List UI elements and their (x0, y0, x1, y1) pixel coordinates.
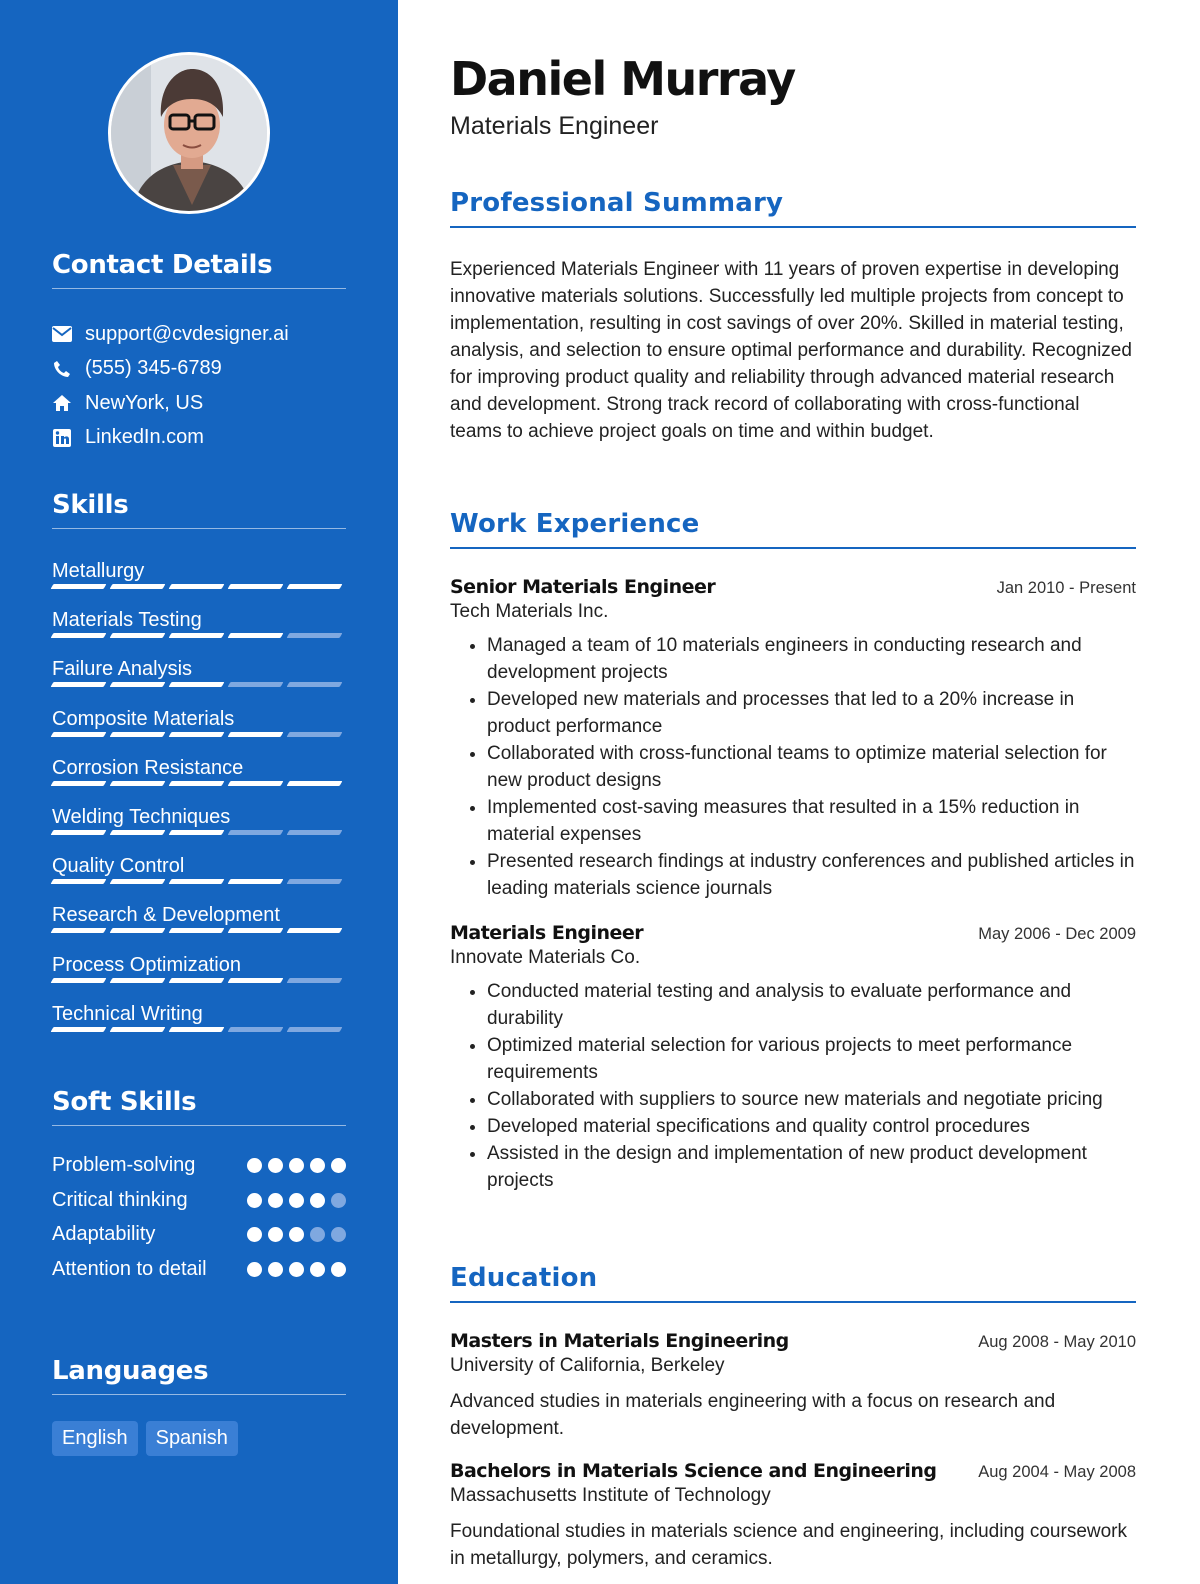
skill-level-segment (169, 879, 225, 884)
skill-level-segment (228, 830, 284, 835)
skill-level-segment (287, 928, 343, 933)
skill-level-segment (169, 633, 225, 638)
skill-level-segment (110, 928, 166, 933)
skill-level-segment (169, 584, 225, 589)
rating-dot (331, 1262, 346, 1277)
skill-level-segment (110, 732, 166, 737)
skills-heading: Skills (52, 490, 346, 529)
education-entry (450, 1330, 1136, 1442)
rating-dot (268, 1193, 283, 1208)
skill-name: Composite Materials (52, 707, 235, 730)
contact-linkedin-text: LinkedIn.com (85, 426, 204, 449)
soft-skill-item (52, 1256, 346, 1291)
contact-section (52, 250, 346, 455)
soft-skill-rating (247, 1256, 346, 1277)
skill-level-bar (52, 781, 346, 786)
job-date: Jan 2010 - Present (996, 579, 1136, 597)
skill-level-bar (52, 633, 346, 638)
skill-level-bar (52, 584, 346, 589)
skill-item (52, 805, 346, 854)
skills-section (52, 490, 346, 1051)
skill-level-segment (110, 830, 166, 835)
skill-level-segment (287, 732, 343, 737)
soft-skill-rating (247, 1221, 346, 1242)
education-entry (450, 1460, 1136, 1572)
language-pill: Spanish (146, 1421, 238, 1456)
sidebar (0, 0, 398, 1584)
skill-level-segment (51, 732, 107, 737)
skill-level-segment (110, 781, 166, 786)
skill-level-segment (169, 732, 225, 737)
skill-item (52, 953, 346, 1002)
degree-description: Foundational studies in materials science and engineering, including coursework in metallurgy, polymers, and ceramics. (450, 1521, 1128, 1569)
contact-heading: Contact Details (52, 250, 346, 289)
degree-description: Advanced studies in materials engineering with a focus on research and development. (450, 1391, 1056, 1439)
languages-heading: Languages (52, 1356, 346, 1395)
skill-level-bar (52, 682, 346, 687)
summary-text: Experienced Materials Engineer with 11 years of proven expertise in developing innovative materials solutions. Successfully led multiple projects from concept to implementation, resulting in cost savings of over 20%. Skilled in material testing, analysis, and selection to ensure optimal performance and durability. Recognized for improving product quality and reliability through advanced material research and development. Strong track record of collaborating with cross-functional teams to achieve project goals on time and within budget. (450, 259, 1132, 442)
rating-dot (289, 1158, 304, 1173)
skill-level-segment (169, 682, 225, 687)
skill-level-segment (287, 879, 343, 884)
skill-level-segment (51, 830, 107, 835)
envelope-icon (52, 324, 72, 344)
skill-level-segment (228, 879, 284, 884)
skill-level-segment (228, 584, 284, 589)
skill-name: Materials Testing (52, 609, 202, 632)
language-list (52, 1421, 346, 1456)
job-bullet: • Managed a team of 10 materials engineers in conducting research and development projects (487, 632, 1136, 686)
job-title: Materials Engineer (450, 922, 644, 944)
candidate-name: Daniel Murray (450, 52, 795, 106)
phone-icon (52, 359, 72, 379)
contact-phone-text: (555) 345-6789 (85, 357, 222, 380)
skill-name: Quality Control (52, 855, 185, 878)
skill-level-segment (169, 978, 225, 983)
soft-skills-section (52, 1087, 346, 1290)
home-icon (52, 393, 72, 413)
rating-dot (289, 1262, 304, 1277)
job-company: Tech Materials Inc. (450, 601, 609, 622)
job-bullets (450, 978, 1136, 1194)
skill-level-segment (51, 1027, 107, 1032)
rating-dot (247, 1193, 262, 1208)
skill-level-bar (52, 1027, 346, 1032)
contact-location (52, 386, 346, 421)
rating-dot (289, 1227, 304, 1242)
skill-level-segment (51, 584, 107, 589)
skill-level-segment (51, 682, 107, 687)
skill-item (52, 1002, 346, 1051)
skill-list (52, 559, 346, 1051)
skill-level-segment (110, 879, 166, 884)
soft-skill-list (52, 1152, 346, 1290)
school-name: University of California, Berkeley (450, 1355, 725, 1376)
rating-dot (331, 1158, 346, 1173)
degree-title: Bachelors in Materials Science and Engineering (450, 1460, 937, 1482)
skill-level-segment (228, 633, 284, 638)
rating-dot (331, 1227, 346, 1242)
skill-level-bar (52, 830, 346, 835)
soft-skill-rating (247, 1187, 346, 1208)
skill-level-segment (110, 978, 166, 983)
skill-item (52, 854, 346, 903)
skill-item (52, 903, 346, 952)
skill-level-bar (52, 732, 346, 737)
job-bullet: • Developed new materials and processes that led to a 20% increase in product performance (487, 686, 1136, 740)
experience-heading: Work Experience (450, 509, 1136, 549)
job-bullet: • Developed material specifications and quality control procedures (487, 1113, 1136, 1140)
degree-date: Aug 2004 - May 2008 (978, 1463, 1136, 1481)
rating-dot (310, 1227, 325, 1242)
skill-level-segment (110, 682, 166, 687)
job-bullet: • Collaborated with cross-functional teams to optimize material selection for new product designs (487, 740, 1136, 794)
job-date: May 2006 - Dec 2009 (978, 925, 1136, 943)
rating-dot (268, 1158, 283, 1173)
language-pill: English (52, 1421, 138, 1456)
soft-skill-name: Adaptability (52, 1223, 156, 1245)
soft-skill-name: Problem-solving (52, 1154, 196, 1176)
skill-level-segment (228, 1027, 284, 1032)
skill-level-segment (169, 781, 225, 786)
job-bullets (450, 632, 1136, 902)
job-entry (450, 576, 1136, 902)
skill-level-segment (51, 928, 107, 933)
soft-skills-heading: Soft Skills (52, 1087, 346, 1126)
job-bullet: • Collaborated with suppliers to source new materials and negotiate pricing (487, 1086, 1136, 1113)
skill-level-segment (51, 633, 107, 638)
skill-level-segment (287, 830, 343, 835)
skill-level-segment (287, 584, 343, 589)
rating-dot (310, 1193, 325, 1208)
contact-location-text: NewYork, US (85, 391, 204, 414)
skill-level-segment (110, 584, 166, 589)
linkedin-icon (52, 428, 72, 448)
skill-name: Research & Development (52, 904, 280, 927)
skill-name: Corrosion Resistance (52, 756, 244, 779)
job-bullet: • Assisted in the design and implementation of new product development projects (487, 1140, 1136, 1194)
contact-linkedin[interactable] (52, 421, 346, 456)
skill-name: Metallurgy (52, 560, 145, 582)
soft-skill-name: Attention to detail (52, 1257, 207, 1280)
skill-level-segment (169, 830, 225, 835)
skill-item (52, 756, 346, 805)
rating-dot (310, 1262, 325, 1277)
contact-phone[interactable] (52, 352, 346, 387)
job-bullet: • Implemented cost-saving measures that resulted in a 15% reduction in material expenses (487, 794, 1136, 848)
skill-name: Failure Analysis (52, 658, 193, 681)
profile-photo (108, 52, 270, 214)
rating-dot (268, 1262, 283, 1277)
summary-heading: Professional Summary (450, 188, 1136, 228)
skill-level-segment (228, 732, 284, 737)
rating-dot (310, 1158, 325, 1173)
skill-level-segment (169, 1027, 225, 1032)
rating-dot (247, 1227, 262, 1242)
skill-name: Welding Techniques (52, 805, 231, 828)
rating-dot (289, 1193, 304, 1208)
skill-level-bar (52, 978, 346, 983)
skill-name: Technical Writing (52, 1002, 203, 1025)
soft-skill-item (52, 1221, 346, 1256)
degree-date: Aug 2008 - May 2010 (978, 1333, 1136, 1351)
skill-level-segment (287, 1027, 343, 1032)
rating-dot (331, 1193, 346, 1208)
contact-email-text: support@cvdesigner.ai (85, 322, 289, 345)
soft-skill-name: Critical thinking (52, 1188, 188, 1211)
skill-level-segment (228, 781, 284, 786)
skill-level-bar (52, 928, 346, 933)
candidate-title: Materials Engineer (450, 112, 659, 140)
job-company: Innovate Materials Co. (450, 947, 641, 968)
skill-level-segment (110, 633, 166, 638)
skill-item (52, 559, 346, 608)
degree-title: Masters in Materials Engineering (450, 1330, 789, 1352)
skill-level-segment (228, 682, 284, 687)
skill-level-segment (51, 879, 107, 884)
skill-level-bar (52, 879, 346, 884)
skill-name: Process Optimization (52, 953, 241, 976)
job-entry (450, 922, 1136, 1194)
skill-level-segment (110, 1027, 166, 1032)
job-bullet: • Conducted material testing and analysis to evaluate performance and durability (487, 978, 1136, 1032)
contact-email[interactable] (52, 317, 346, 352)
rating-dot (247, 1158, 262, 1173)
education-heading: Education (450, 1263, 1136, 1303)
soft-skill-rating (247, 1152, 346, 1173)
skill-level-segment (287, 682, 343, 687)
skill-item (52, 707, 346, 756)
skill-item (52, 657, 346, 706)
job-title: Senior Materials Engineer (450, 576, 716, 598)
job-bullet: • Presented research findings at industry conferences and published articles in leading materials science journals (487, 848, 1136, 902)
skill-level-segment (228, 928, 284, 933)
job-bullet: • Optimized material selection for various projects to meet performance requirements (487, 1032, 1136, 1086)
skill-item (52, 608, 346, 657)
skill-level-segment (169, 928, 225, 933)
languages-section (52, 1356, 346, 1456)
skill-level-segment (228, 978, 284, 983)
skill-level-segment (287, 781, 343, 786)
skill-level-segment (51, 978, 107, 983)
avatar (111, 55, 270, 214)
skill-level-segment (287, 978, 343, 983)
soft-skill-item (52, 1152, 346, 1187)
school-name: Massachusetts Institute of Technology (450, 1485, 771, 1506)
rating-dot (268, 1227, 283, 1242)
skill-level-segment (287, 633, 343, 638)
soft-skill-item (52, 1187, 346, 1222)
rating-dot (247, 1262, 262, 1277)
skill-level-segment (51, 781, 107, 786)
